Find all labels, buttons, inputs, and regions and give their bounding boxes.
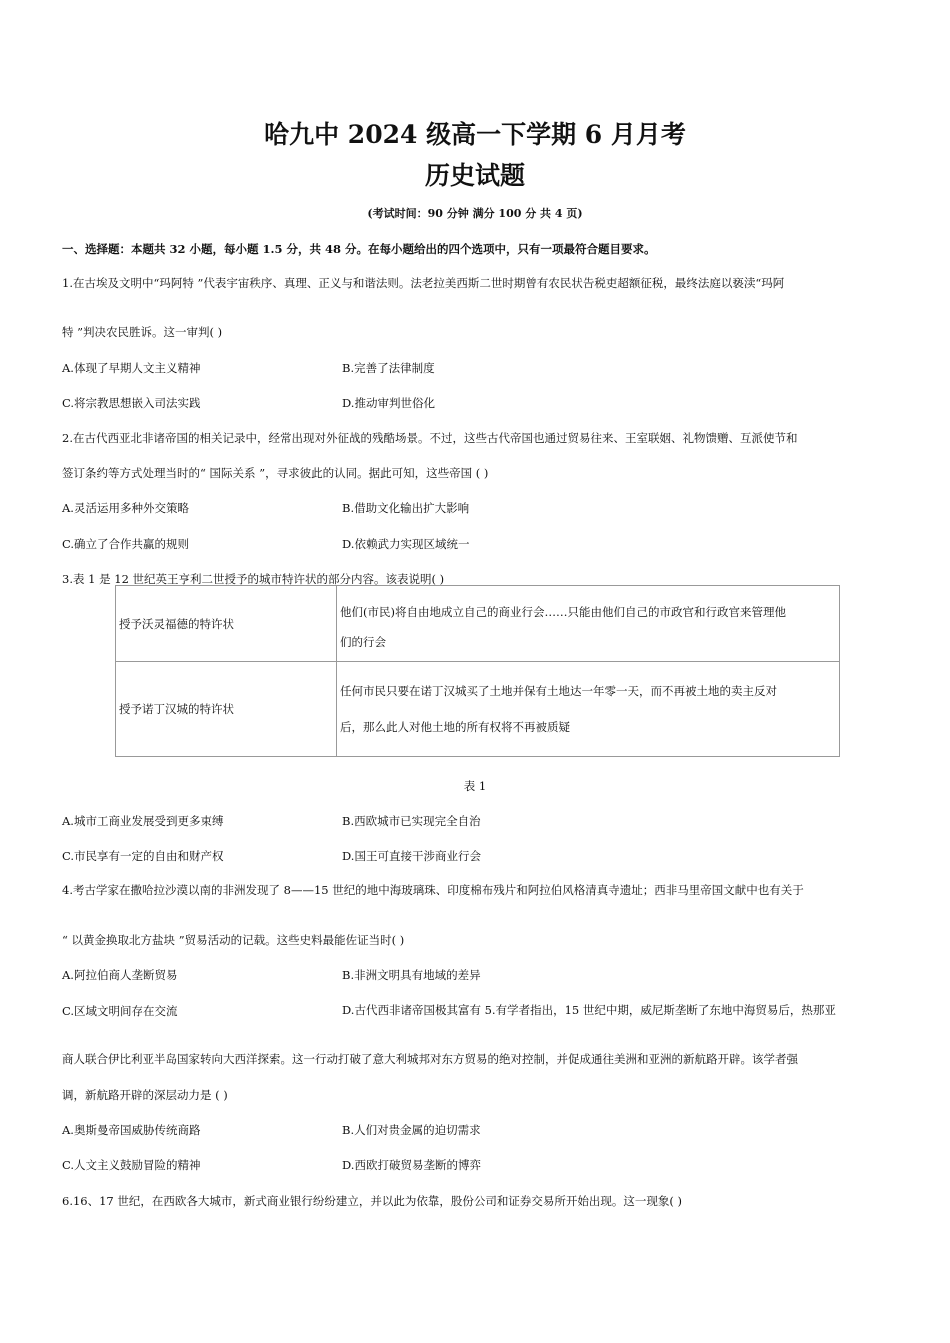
q3-option-d: D.国王可直接干涉商业行会 bbox=[342, 849, 481, 863]
q3-option-c: C.市民享有一定的自由和财产权 bbox=[62, 849, 224, 863]
q2-option-c: C.确立了合作共赢的规则 bbox=[62, 537, 190, 551]
q3-option-b: B.西欧城市已实现完全自治 bbox=[342, 814, 481, 828]
q5-option-a: A.奥斯曼帝国威胁传统商路 bbox=[62, 1123, 201, 1137]
q4-stem-line1: 4.考古学家在撒哈拉沙漠以南的非洲发现了 8——15 世纪的地中海玻璃珠、印度棉布残片和阿拉伯风格清真寺遗址；西非马里帝国文献中也有关于 bbox=[62, 883, 804, 897]
table-cell-charter-content bbox=[337, 662, 840, 757]
exam-info: (考试时间：90 分钟 满分 100 分 共 4 页) bbox=[367, 207, 583, 220]
q4-option-a: A.阿拉伯商人垄断贸易 bbox=[62, 968, 178, 982]
q1-option-d: D.推动审判世俗化 bbox=[342, 396, 435, 410]
q5-option-d: D.西欧打破贸易垄断的博弈 bbox=[342, 1158, 481, 1172]
q4-stem-line2: “ 以黄金换取北方盐块 ”贸易活动的记载。这些史料最能佐证当时( ) bbox=[62, 933, 405, 947]
q2-option-a: A.灵活运用多种外交策略 bbox=[62, 501, 189, 515]
q4-option-d: D.古代西非诸帝国极其富有 5.有学者指出，15 世纪中期，威尼斯垄断了东地中海贸易后，热那亚 bbox=[342, 1003, 836, 1017]
q1-stem-line2: 特 ”判决农民胜诉。这一审判( ) bbox=[62, 325, 223, 339]
table-caption: 表 1 bbox=[463, 779, 487, 793]
subject-title: 历史试题 bbox=[424, 161, 525, 190]
exam-title: 哈九中 2024 级高一下学期 6 月月考 bbox=[264, 120, 686, 149]
section-heading: 一、选择题：本题共 32 小题，每小题 1.5 分，共 48 分。在每小题给出的四个选项中，只有一项最符合题目要求。 bbox=[62, 242, 656, 256]
q5-stem-line3: 调，新航路开辟的深层动力是 ( ) bbox=[62, 1088, 228, 1102]
q2-stem-line2: 签订条约等方式处理当时的“ 国际关系 ”，寻求彼此的认同。据此可知，这些帝国 ( ) bbox=[62, 466, 489, 480]
q1-option-b: B.完善了法律制度 bbox=[342, 361, 435, 375]
cell-text-line: 后，那么此人对他土地的所有权将不再被质疑 bbox=[340, 720, 570, 734]
table-cell-charter-content bbox=[337, 586, 840, 662]
q1-option-c: C.将宗教思想嵌入司法实践 bbox=[62, 396, 201, 410]
table-row bbox=[116, 662, 840, 757]
table-cell-charter-name: 授予诺丁汉城的特许状 bbox=[116, 662, 337, 757]
table-row bbox=[116, 586, 840, 662]
q2-stem-line1: 2.在古代西亚北非诸帝国的相关记录中，经常出现对外征战的残酷场景。不过，这些古代帝国也通过贸易往来、王室联姻、礼物馈赠、互派使节和 bbox=[62, 431, 798, 445]
q2-option-d: D.依赖武力实现区域统一 bbox=[342, 537, 470, 551]
q4-option-c: C.区域文明间存在交流 bbox=[62, 1004, 178, 1018]
q3-stem: 3.表 1 是 12 世纪英王亨利二世授予的城市特许状的部分内容。该表说明( ) bbox=[62, 572, 445, 586]
q1-option-a: A.体现了早期人文主义精神 bbox=[62, 361, 201, 375]
cell-text-line: 任何市民只要在诺丁汉城买了土地并保有土地达一年零一天，而不再被土地的卖主反对 bbox=[340, 684, 777, 698]
charter-table bbox=[115, 585, 840, 757]
q5-option-c: C.人文主义鼓励冒险的精神 bbox=[62, 1158, 201, 1172]
q6-stem: 6.16、17 世纪，在西欧各大城市，新式商业银行纷纷建立，并以此为依靠，股份公司和证券交易所开始出现。这一现象( ) bbox=[62, 1194, 683, 1208]
q2-option-b: B.借助文化输出扩大影响 bbox=[342, 501, 470, 515]
q4-option-b: B.非洲文明具有地域的差异 bbox=[342, 968, 481, 982]
q5-stem-line2: 商人联合伊比利亚半岛国家转向大西洋探索。这一行动打破了意大利城邦对东方贸易的绝对控制，并促成通往美洲和亚洲的新航路开辟。该学者强 bbox=[62, 1052, 798, 1066]
q1-stem-line1: 1.在古埃及文明中“玛阿特 ”代表宇宙秩序、真理、正义与和谐法则。法老拉美西斯二世时期曾有农民状告税吏超额征税，最终法庭以亵渎“玛阿 bbox=[62, 276, 785, 290]
q5-option-b: B.人们对贵金属的迫切需求 bbox=[342, 1123, 481, 1137]
q3-option-a: A.城市工商业发展受到更多束缚 bbox=[62, 814, 224, 828]
cell-text-line: 们的行会 bbox=[340, 634, 386, 649]
table-cell-charter-name: 授予沃灵福德的特许状 bbox=[116, 586, 337, 662]
cell-text-line: 他们(市民)将自由地成立自己的商业行会……只能由他们自己的市政官和行政官来管理他 bbox=[340, 604, 786, 619]
